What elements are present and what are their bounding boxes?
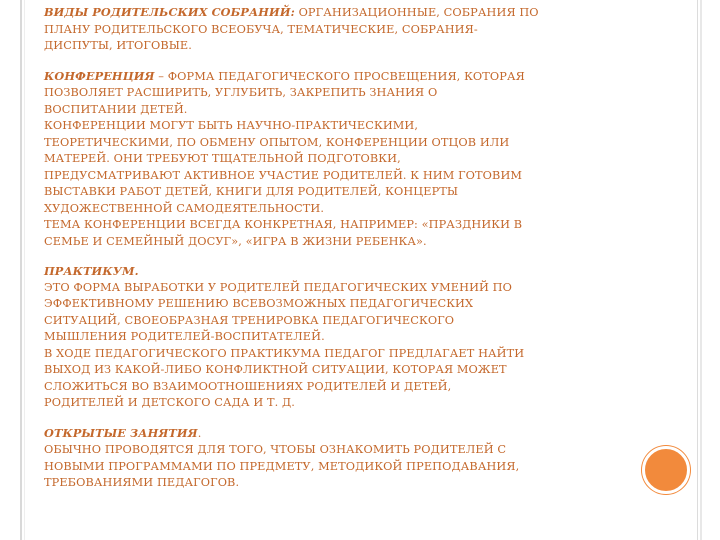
heading-conference: КОНФЕРЕНЦИЯ [44,68,155,83]
orange-circle-decoration [642,446,690,494]
slide-text [44,4,614,492]
text-line: ВОСПИТАНИИ ДЕТЕЙ. [44,102,188,116]
text-line: МЫШЛЕНИЯ РОДИТЕЛЕЙ-ВОСПИТАТЕЛЕЙ. [44,330,325,343]
left-border-line-inner [24,0,25,540]
text-line: СЛОЖИТЬСЯ ВО ВЗАИМООТНОШЕНИЯХ РОДИТЕЛЕЙ И ДЕТЕЙ, [44,379,452,393]
paragraph-meeting-types [44,4,614,55]
text-line: ВЫСТАВКИ РАБОТ ДЕТЕЙ, КНИГИ ДЛЯ РОДИТЕЛЕЙ, КОНЦЕРТЫ [44,185,459,198]
text-line: ТЕОРЕТИЧЕСКИМИ, ПО ОБМЕНУ ОПЫТОМ, КОНФЕРЕНЦИИ ОТЦОВ ИЛИ [44,135,510,149]
text-line: НОВЫМИ ПРОГРАММАМИ ПО ПРЕДМЕТУ, МЕТОДИКОЙ ПРЕПОДАВАНИЯ, [44,459,520,473]
text-line: В ХОДЕ ПЕДАГОГИЧЕСКОГО ПРАКТИКУМА ПЕДАГОГ ПРЕДЛАГАЕТ НАЙТИ [44,346,525,360]
right-border-line-outer [700,0,702,540]
text-line: . [197,426,202,440]
text-line: КОНФЕРЕНЦИИ МОГУТ БЫТЬ НАУЧНО-ПРАКТИЧЕСКИМИ, [44,119,419,132]
text-line: ЭТО ФОРМА ВЫРАБОТКИ У РОДИТЕЛЕЙ ПЕДАГОГИЧЕСКИХ УМЕНИЙ ПО [44,280,512,294]
text-line: ТРЕБОВАНИЯМИ ПЕДАГОГОВ. [44,476,240,489]
heading-workshop: ПРАКТИКУМ. [44,264,139,278]
left-border-line [20,0,22,540]
text-line: ПЛАНУ РОДИТЕЛЬСКОГО ВСЕОБУЧА, ТЕМАТИЧЕСКИЕ, СОБРАНИЯ- [44,22,478,36]
text-line: ВЫХОД ИЗ КАКОЙ-ЛИБО КОНФЛИКТНОЙ СИТУАЦИИ, КОТОРАЯ МОЖЕТ [44,363,507,376]
text-line: ЭФФЕКТИВНОМУ РЕШЕНИЮ ВСЕВОЗМОЖНЫХ ПЕДАГОГИЧЕСКИХ [44,297,474,310]
text-line: ДИСПУТЫ, ИТОГОВЫЕ. [44,39,192,52]
text-line: МАТЕРЕЙ. ОНИ ТРЕБУЮТ ТЩАТЕЛЬНОЙ ПОДГОТОВКИ, [44,152,401,165]
text-line: ПОЗВОЛЯЕТ РАСШИРИТЬ, УГЛУБИТЬ, ЗАКРЕПИТЬ ЗНАНИЯ О [44,86,438,99]
right-border-line [697,0,698,540]
paragraph-workshop [44,263,614,412]
text-line: РОДИТЕЛЕЙ И ДЕТСКОГО САДА И Т. Д. [44,396,295,409]
paragraph-open-lessons [44,425,614,492]
text-line: ОРГАНИЗАЦИОННЫЕ, СОБРАНИЯ ПО [294,6,539,19]
text-line: СИТУАЦИЙ, СВОЕОБРАЗНАЯ ТРЕНИРОВКА ПЕДАГОГИЧЕСКОГО [44,313,455,327]
paragraph-conference [44,68,614,251]
text-line: ОБЫЧНО ПРОВОДЯТСЯ ДЛЯ ТОГО, ЧТОБЫ ОЗНАКОМИТЬ РОДИТЕЛЕЙ С [44,443,507,456]
text-line: – ФОРМА ПЕДАГОГИЧЕСКОГО ПРОСВЕЩЕНИЯ, КОТОРАЯ [154,69,525,83]
text-line: ТЕМА КОНФЕРЕНЦИИ ВСЕГДА КОНКРЕТНАЯ, НАПРИМЕР: «ПРАЗДНИКИ В [44,218,523,231]
text-line: ПРЕДУСМАТРИВАЮТ АКТИВНОЕ УЧАСТИЕ РОДИТЕЛЕЙ. К НИМ ГОТОВИМ [44,168,523,182]
heading-meeting-types: ВИДЫ РОДИТЕЛЬСКИХ СОБРАНИЙ: [44,5,295,19]
text-line: ХУДОЖЕСТВЕННОЙ САМОДЕЯТЕЛЬНОСТИ. [44,201,325,215]
text-line: СЕМЬЕ И СЕМЕЙНЫЙ ДОСУГ», «ИГРА В ЖИЗНИ РЕБЕНКА». [44,234,427,248]
heading-open-lessons: ОТКРЫТЫЕ ЗАНЯТИЯ [44,425,198,440]
